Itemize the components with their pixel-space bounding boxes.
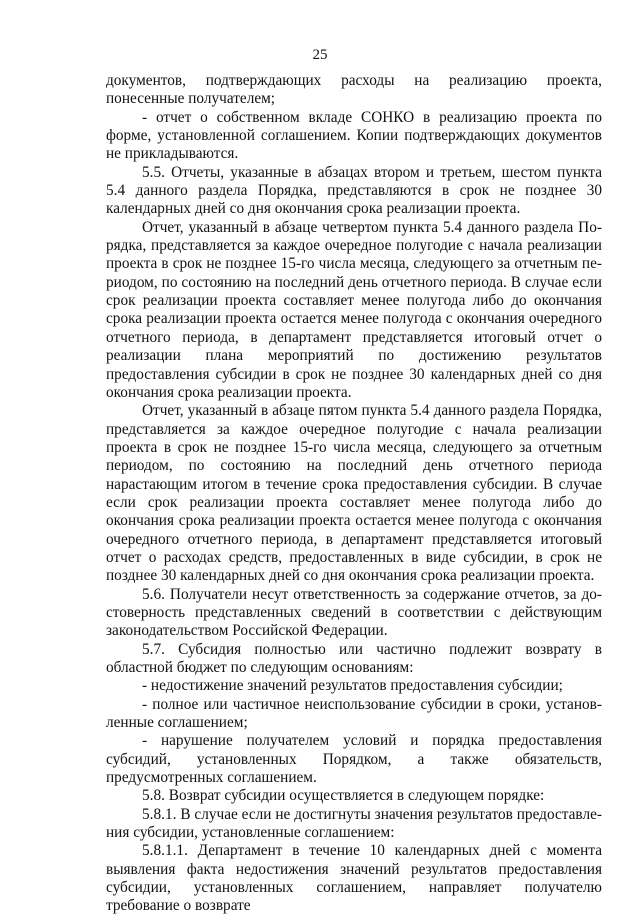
paragraph-2: - отчет о собственном вкладе СОНКО в реализацию проекта по форме, установленной соглашением. Копии подтверждающих документов не прикладываются. xyxy=(106,108,602,163)
paragraph-1: документов, подтверждающих расходы на реализацию проекта, понесенные получателем; xyxy=(106,72,602,108)
paragraph-10: - нарушение получателем условий и порядка предоставления субсидий, установленных Порядком, а также обязательств, предусмотренных соглашением. xyxy=(106,732,602,787)
document-body xyxy=(106,72,602,916)
paragraph-3: 5.5. Отчеты, указанные в абзацах втором и третьем, шестом пункта 5.4 данного раздела Порядка, представляются в срок не позднее 30 календарных дней со дня окончания срока реализации проекта. xyxy=(106,163,602,218)
paragraph-6: 5.6. Получатели несут ответственность за содержание отчетов, за достоверность представленных сведений в соответствии с действующим законодательством Российской Федерации. xyxy=(106,585,602,640)
paragraph-12: 5.8.1. В случае если не достигнуты значения результатов предоставления субсидии, установленные соглашением: xyxy=(106,805,602,842)
page-number: 25 xyxy=(312,47,328,63)
paragraph-8: - недостижение значений результатов предоставления субсидии; xyxy=(142,677,563,695)
paragraph-11: 5.8. Возврат субсидии осуществляется в следующем порядке: xyxy=(142,787,545,805)
paragraph-4: Отчет, указанный в абзаце четвертом пункта 5.4 данного раздела Порядка, представляется за каждое очередное полугодие с начала реализации проекта в срок не позднее 15-го числа месяца, следующего за отчетным периодом, по состоянию на последний день отчетного периода. В случае если срок реализации проекта составляет менее полугода либо до окончания срока реализации проекта остается менее полугода с окончания очередного отчетного периода, в департамент представляется итоговый отчет о реализации плана мероприятий по достижению результатов предоставления субсидии в срок не позднее 30 календарных дней со дня окончания срока реализации проекта. xyxy=(106,218,602,401)
paragraph-9: - полное или частичное неиспользование субсидии в сроки, установленные соглашением; xyxy=(106,695,602,732)
paragraph-5: Отчет, указанный в абзаце пятом пункта 5.4 данного раздела Порядка, представляется за каждое очередное полугодие с начала реализации проекта в срок не позднее 15-го числа месяца, следующего за отчетным периодом, по состоянию на последний день отчетного периода нарастающим итогом в течение срока предоставления субсидии. В случае если срок реализации проекта составляет менее полугода либо до окончания срока реализации проекта остается менее полугода с окончания очередного отчетного периода, в департамент представляется итоговый отчет о расходах средств, предоставленных в виде субсидии, в срок не позднее 30 календарных дней со дня окончания срока реализации проекта. xyxy=(106,402,602,585)
paragraph-7: 5.7. Субсидия полностью или частично подлежит возврату в областной бюджет по следующим основаниям: xyxy=(106,640,602,676)
paragraph-13: 5.8.1.1. Департамент в течение 10 календарных дней с момента выявления факта недостижения значений результатов предоставления субсидии, установленных соглашением, направляет получателю требование о возврате xyxy=(106,842,602,915)
